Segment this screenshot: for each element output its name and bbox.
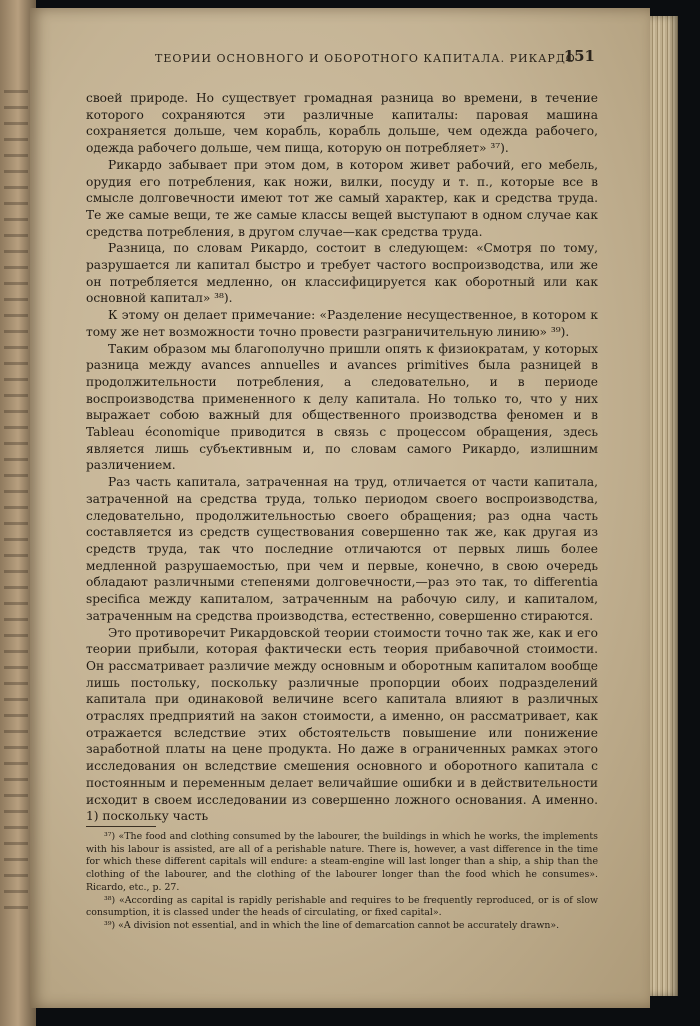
facing-page-text [4, 90, 28, 910]
footnote-rule [86, 826, 156, 827]
running-header [115, 47, 595, 68]
footnotes [86, 826, 598, 933]
page-number: 151 [563, 47, 595, 65]
footnote: ³⁹) «A division not essential, and in which the line of demarcation cannot be accurately drawn». [104, 919, 560, 931]
paragraph: Рикардо забывает при этом дом, в котором живет рабочий, его мебель, орудия его потребления, как ножи, вилки, посуду и т. п., которые все в смысле долговечности имеют тот же самый характер, как и средства труда. Те же самые вещи, те же самые классы вещей выступают в одном случае как средства потребления, в другом случае—как средства труда. [86, 157, 598, 239]
paragraph: Разница, по словам Рикардо, состоит в следующем: «Смотря по тому, разрушается ли капитал быстро и требует частого воспроизводства, или же он потребляется медленно, он классифицируется как оборотный или как основной капитал» ³⁸). [86, 241, 598, 306]
paragraph: Таким образом мы благополучно пришли опять к физиократам, у которых разница между avances annuelles и avances primitives была разницей в продолжительности потребления, а следовательно, и в периоде воспроизводства примененного к делу капитала. Но только то, что у них выражает собою важный для общественного производства феномен и в Tableau économique приводится в связь с процессом обращения, здесь является лишь субъективным и, по словам самого Рикардо, излишним различением. [86, 341, 598, 473]
running-title: ТЕОРИИ ОСНОВНОГО И ОБОРОТНОГО КАПИТАЛА. РИКАРДО [155, 52, 576, 65]
paragraph: Раз часть капитала, затраченная на труд, отличается от части капитала, затраченной на средства труда, только периодом своего воспроизводства, следовательно, продолжительностью своего обращения; раз одна часть составляется из средств существования совершенно так же, как другая из средств труда, так что последние отличаются от первых лишь более медленной разрушаемостью, при чем и первые, конечно, в свою очередь обладают различными степенями долговечности,—раз это так, то differentia specifica между капиталом, затраченным на рабочую силу, и капиталом, затраченным на средства производства, естественно, совершенно стираются. [86, 475, 598, 623]
paragraph: своей природе. Но существует громадная разница во времени, в течение которого сохраняются эти различные капиталы: паровая машина сохраняется дольше, чем корабль, корабль дольше, чем одежда рабочего, одежда рабочего дольше, чем пища, которую он потребляет» ³⁷). [86, 91, 598, 156]
paragraph: Это противоречит Рикардовской теории стоимости точно так же, как и его теории прибыли, которая фактически есть теория прибавочной стоимости. Он рассматривает различие между основным и оборотным капиталом вообще лишь постольку, поскольку различные пропорции обоих подразделений капитала при одинаковой величине всего капитала влияют в различных отраслях предприятий на закон стоимости, а именно, он рассматривает, как отражается вследствие этих обстоятельств повышение или понижение заработной платы на цене продукта. Но даже в ограниченных рамках этого исследования он вследствие смешения основного и оборотного капитала с постоянным и переменным делает величайшие ошибки и в действительности исходит в своем исследовании из совершенно ложного основания. А именно. 1) поскольку часть [86, 625, 598, 824]
main-text [86, 90, 598, 825]
paragraph: К этому он делает примечание: «Разделение несущественное, в котором к тому же нет возможности точно провести разграничительную линию» ³⁹). [86, 308, 598, 339]
footnote: ³⁷) «The food and clothing consumed by the labourer, the buildings in which he works, the implements with his labour is assisted, are all of a perishable nature. There is, however, a vast difference in the time for which these different capitals will endure: a steam-engine will last longer than a ship, a ship than the clothing of the labourer, and the clothing of the labourer longer than the food which he consumes». Ricardo, etc., p. 27. [86, 831, 598, 893]
footnote: ³⁸) «According as capital is rapidly perishable and requires to be frequently reproduced, or is of slow consumption, it is classed under the heads of circulating, or fixed capital». [86, 894, 598, 919]
